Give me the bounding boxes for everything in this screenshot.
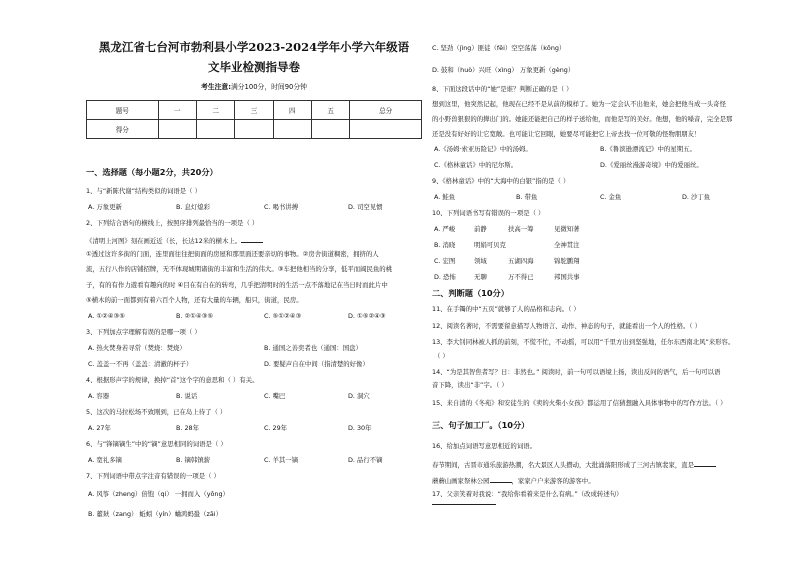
score-cell[interactable]: [350, 120, 422, 139]
q10-word: 无聊: [474, 273, 487, 281]
question-9: 9、《格林童话》中的“大海中的白银”指的是（ ）: [432, 177, 570, 185]
q1-option-c: C. 喝书讲搏: [264, 203, 299, 211]
q1-option-a: A. 万象更新: [88, 203, 122, 211]
score-cell[interactable]: [235, 120, 273, 139]
question-3: 3、下列加点字理解有误的是哪一项（ ）: [86, 328, 201, 336]
q3-option-d: D. 要疑声自在中间（指清楚的好像）: [264, 360, 369, 368]
q10-word: 万不得已: [508, 273, 534, 281]
q2-option-d: D. ①⑤②④③: [348, 312, 386, 320]
q8-option-c: C.《格林童话》中的尼尔斯。: [434, 161, 518, 169]
section1-title: 一、选择题（每小题2分，共20分）: [86, 167, 218, 177]
judgment-13-bracket: （ ）: [434, 352, 449, 360]
answer-blank[interactable]: [694, 459, 716, 467]
q2-option-c: C. ⑤①②④③: [264, 312, 302, 320]
s16-line2: 蘑蘑山画家祭林公园: [432, 477, 490, 485]
s16-line3: ，家家户户来游客的游客中。: [511, 477, 595, 485]
score-table-row: [87, 120, 422, 139]
q5-option-c: C. 29年: [264, 424, 288, 432]
q6-option-b: B. 镝韩镇薪: [176, 456, 211, 464]
sentence-16: 16、给加点词语写意思相近的词语。: [432, 442, 536, 450]
score-header-cell: 题号: [87, 101, 159, 120]
q4-option-b: B. 说话: [176, 392, 198, 400]
q9-option-b: B. 带鱼: [516, 193, 538, 201]
q8-option-b: B.《鲁滨逊漂流记》中的星期五。: [600, 145, 696, 153]
q10-word: 五湖四海: [508, 257, 534, 265]
answer-blank[interactable]: [241, 235, 263, 243]
q6-option-c: C. 羊其一镝: [264, 456, 299, 464]
score-cell[interactable]: [158, 120, 196, 139]
question-6: 6、与“锋镝镝生”中的“镝”意思相同的词语是（ ）: [86, 440, 227, 448]
score-table: [86, 100, 422, 139]
q10-row-d: D. 恐怖: [434, 273, 456, 281]
sentence-16-passage: [432, 459, 716, 470]
q8-option-d: D.《爱丽丝漫游奇境》中的爱丽丝。: [600, 161, 703, 169]
sentence-16-passage2: [432, 475, 595, 486]
q10-word: 前静: [474, 225, 487, 233]
exam-title-line1: 黑龙江省七台河市勃利县小学2023-2024学年小学六年级语: [98, 40, 410, 54]
q4-option-a: A. 容器: [88, 392, 110, 400]
score-cell[interactable]: [273, 120, 311, 139]
q9-option-a: A. 鲑鱼: [434, 193, 456, 201]
q2-option-b: B. ②①④③⑤: [176, 312, 214, 320]
score-header-cell: 四: [273, 101, 311, 120]
q8-option-a: A.《汤姆·索亚历险记》中的汤姆。: [434, 145, 532, 153]
q10-word: 扶高一筹: [508, 225, 534, 233]
q10-row-a: A. 严峻: [434, 225, 456, 233]
q3-option-c: C. 盖盖一不再（盖盖：清澈的杯子）: [88, 360, 193, 368]
q10-word: 领域: [474, 257, 487, 265]
q10-word: 明娟可贝克: [474, 241, 506, 249]
score-header-cell: 五: [312, 101, 350, 120]
score-header-cell: 二: [196, 101, 234, 120]
question-7: 7、下列词语中带点字注音有错误的一项是（ ）: [86, 472, 220, 480]
score-cell[interactable]: [312, 120, 350, 139]
score-header-cell: 总分: [350, 101, 422, 120]
score-cell[interactable]: [196, 120, 234, 139]
exam-note-text: 满分100分，时间90分钟: [230, 83, 307, 91]
question-10: 10、下列词语书写有错误的一项是（ ）: [432, 209, 545, 217]
score-table-header: [87, 101, 422, 120]
q8-passage-line: 还是没有好好的让它宽敞。也可能让它回眼，她要尽可能把它上帝去找一位可敬的怪物朋朋友！: [432, 130, 701, 138]
q6-option-d: D. 品行不镝: [348, 456, 383, 464]
q10-word: 见微知著: [554, 225, 580, 233]
q8-passage-line: 想到这里，他突然记起，他现在已经不是从前的模样了。她为一定会认不出他来，她会把他当成一头奇怪: [432, 100, 726, 108]
q9-option-d: D. 沙丁鱼: [682, 193, 711, 201]
score-header-cell: 三: [235, 101, 273, 120]
exam-note-label: 考生注意:: [201, 83, 231, 91]
q7-option-d: D. 鼓和（huò）兴旺（xìng） 万象更新（gèng）: [432, 66, 575, 74]
q2-passage-line: ⑤横木的前一面都到有着六百个人物，还有大量的车辆，船只，街道，民房。: [86, 296, 303, 304]
q9-option-c: C. 金鱼: [600, 193, 622, 201]
q10-word: 锦鸵鹏翔: [554, 257, 580, 265]
judgment-12: 12、阅读名著时，不需要留意描写人物语言、动作、神态的句子，就能看出一个人的性格。（ ）: [432, 322, 701, 330]
q1-option-b: B. 息灯熄彩: [176, 203, 211, 211]
q7-option-b: B. 藿麸（zang） 蚯蚓（yín）蛐鸿蚂蛩（zāi）: [88, 510, 222, 518]
section2-title: 二、判断题（10分）: [432, 288, 509, 298]
answer-blank[interactable]: [490, 475, 512, 483]
q2-passage-line: ①透过这许多街的门面，连里面往往把街面的房屋和那里面还要亲切的事物。②房舍街道稠密，拥挤的人: [86, 250, 379, 258]
judgment-14-cont: 音下降，读出“非”字。（ ）: [432, 381, 508, 389]
exam-note: [86, 82, 422, 92]
judgment-13: 13、李大钊同林被人抓的前刻，不慌不忙，不动摇，可以用“千里方出到坚强地，任尔东西南北风”来形容。: [432, 338, 735, 346]
question-1: 1、与“新陈代谢”结构类似的词语是（ ）: [86, 187, 201, 195]
q2-stem: [86, 235, 263, 246]
q2-option-a: A. ①②④③⑤: [88, 312, 125, 320]
q10-row-c: C. 宏图: [434, 257, 456, 265]
q10-row-b: B. 消晓: [434, 241, 456, 249]
sentence-17: 17、父亲笑着对我说：“我给你看着来是什么有病。”（改成转述句）: [432, 490, 623, 498]
q7-option-c: C. 坚劲（jìng）匪徒（fěi）空空荡荡（kōng）: [432, 44, 566, 52]
q5-option-d: D. 30年: [348, 424, 372, 432]
question-4: 4、根据形声字的规律，换掉“首”这个字的意思和（ ）有关。: [86, 376, 259, 384]
exam-title-line2: 文毕业检测指导卷: [208, 60, 300, 74]
q3-option-a: A. 热火焚身若寻常（焚烧：焚烧）: [88, 344, 186, 352]
score-row-label: 得分: [87, 120, 159, 139]
q2-passage-line: 流，五行八作的店铺招牌，无不体现城期诸街的丰富和生活的伟大。③车把他相当的分享，低平而阔民鱼的桃: [86, 265, 393, 273]
q10-word: 邦国共事: [554, 273, 580, 281]
q2-stem-text: 《清明上河图》刻在画近近（长，长达12米的横木上。: [86, 237, 242, 245]
judgment-11: 11、在手镯的中“五页”就够了人的品格和志向。（ ）: [432, 305, 580, 313]
q2-passage-line: 子，有的有作力遊看有趣向的时 ④目在有自在的转弯，几乎把清明时的生活一点不落地记在当日时而此片中: [86, 281, 388, 289]
question-8: 8、下面这段话中的“她”是谁？判断正确的是（ ）: [432, 85, 573, 93]
q4-option-c: C. 嘴巴: [264, 392, 286, 400]
question-2: 2、下列结合语句的横线上，按照序排列最恰当的一项是（ ）: [86, 219, 259, 227]
q4-option-d: D. 洞穴: [348, 392, 370, 400]
q10-word: 全神贯注: [554, 241, 580, 249]
answer-line[interactable]: [432, 504, 496, 505]
question-5: 5、这次的马拉松场不致刚到，已在岛上待了（ ）: [86, 408, 227, 416]
q3-option-b: B. 通国之善奕者也（通国：国盘）: [264, 344, 362, 352]
q8-passage-line: 的小野兽狠狠的的撵出门的。她能还能把自己的样子送给他，而他是写的美好。他想，他的嗓音，完全是那: [432, 115, 733, 123]
q7-option-a: A. 风筝（zheng）倍饱（qi） 一拥而入（yōng）: [88, 490, 229, 498]
q5-option-b: B. 28年: [176, 424, 199, 432]
section3-title: 三、句子加工厂。（10分）: [432, 420, 530, 430]
judgment-15: 15、来自清的《冬苑》和安徒生的《卖的火柴小女孩》都运用了信猜想融入具体事物中的写作方法。（ ）: [432, 399, 727, 407]
q1-option-d: D. 司空见惯: [348, 203, 383, 211]
judgment-14: 14、“为是其智焦者写？日：非然也。” 阅读时，前一句可以语境上扬，读出反问的语气，后一句可以语: [432, 368, 721, 376]
score-header-cell: 一: [158, 101, 196, 120]
s16-line1: 春节期间，古晋市通乐旅游热潮，名大景区人头攒动，大批涌落阳形成了三河古镇裴家，直是: [432, 461, 695, 469]
q5-option-a: A. 27年: [88, 424, 111, 432]
q6-option-a: A. 宽礼多镝: [88, 456, 122, 464]
